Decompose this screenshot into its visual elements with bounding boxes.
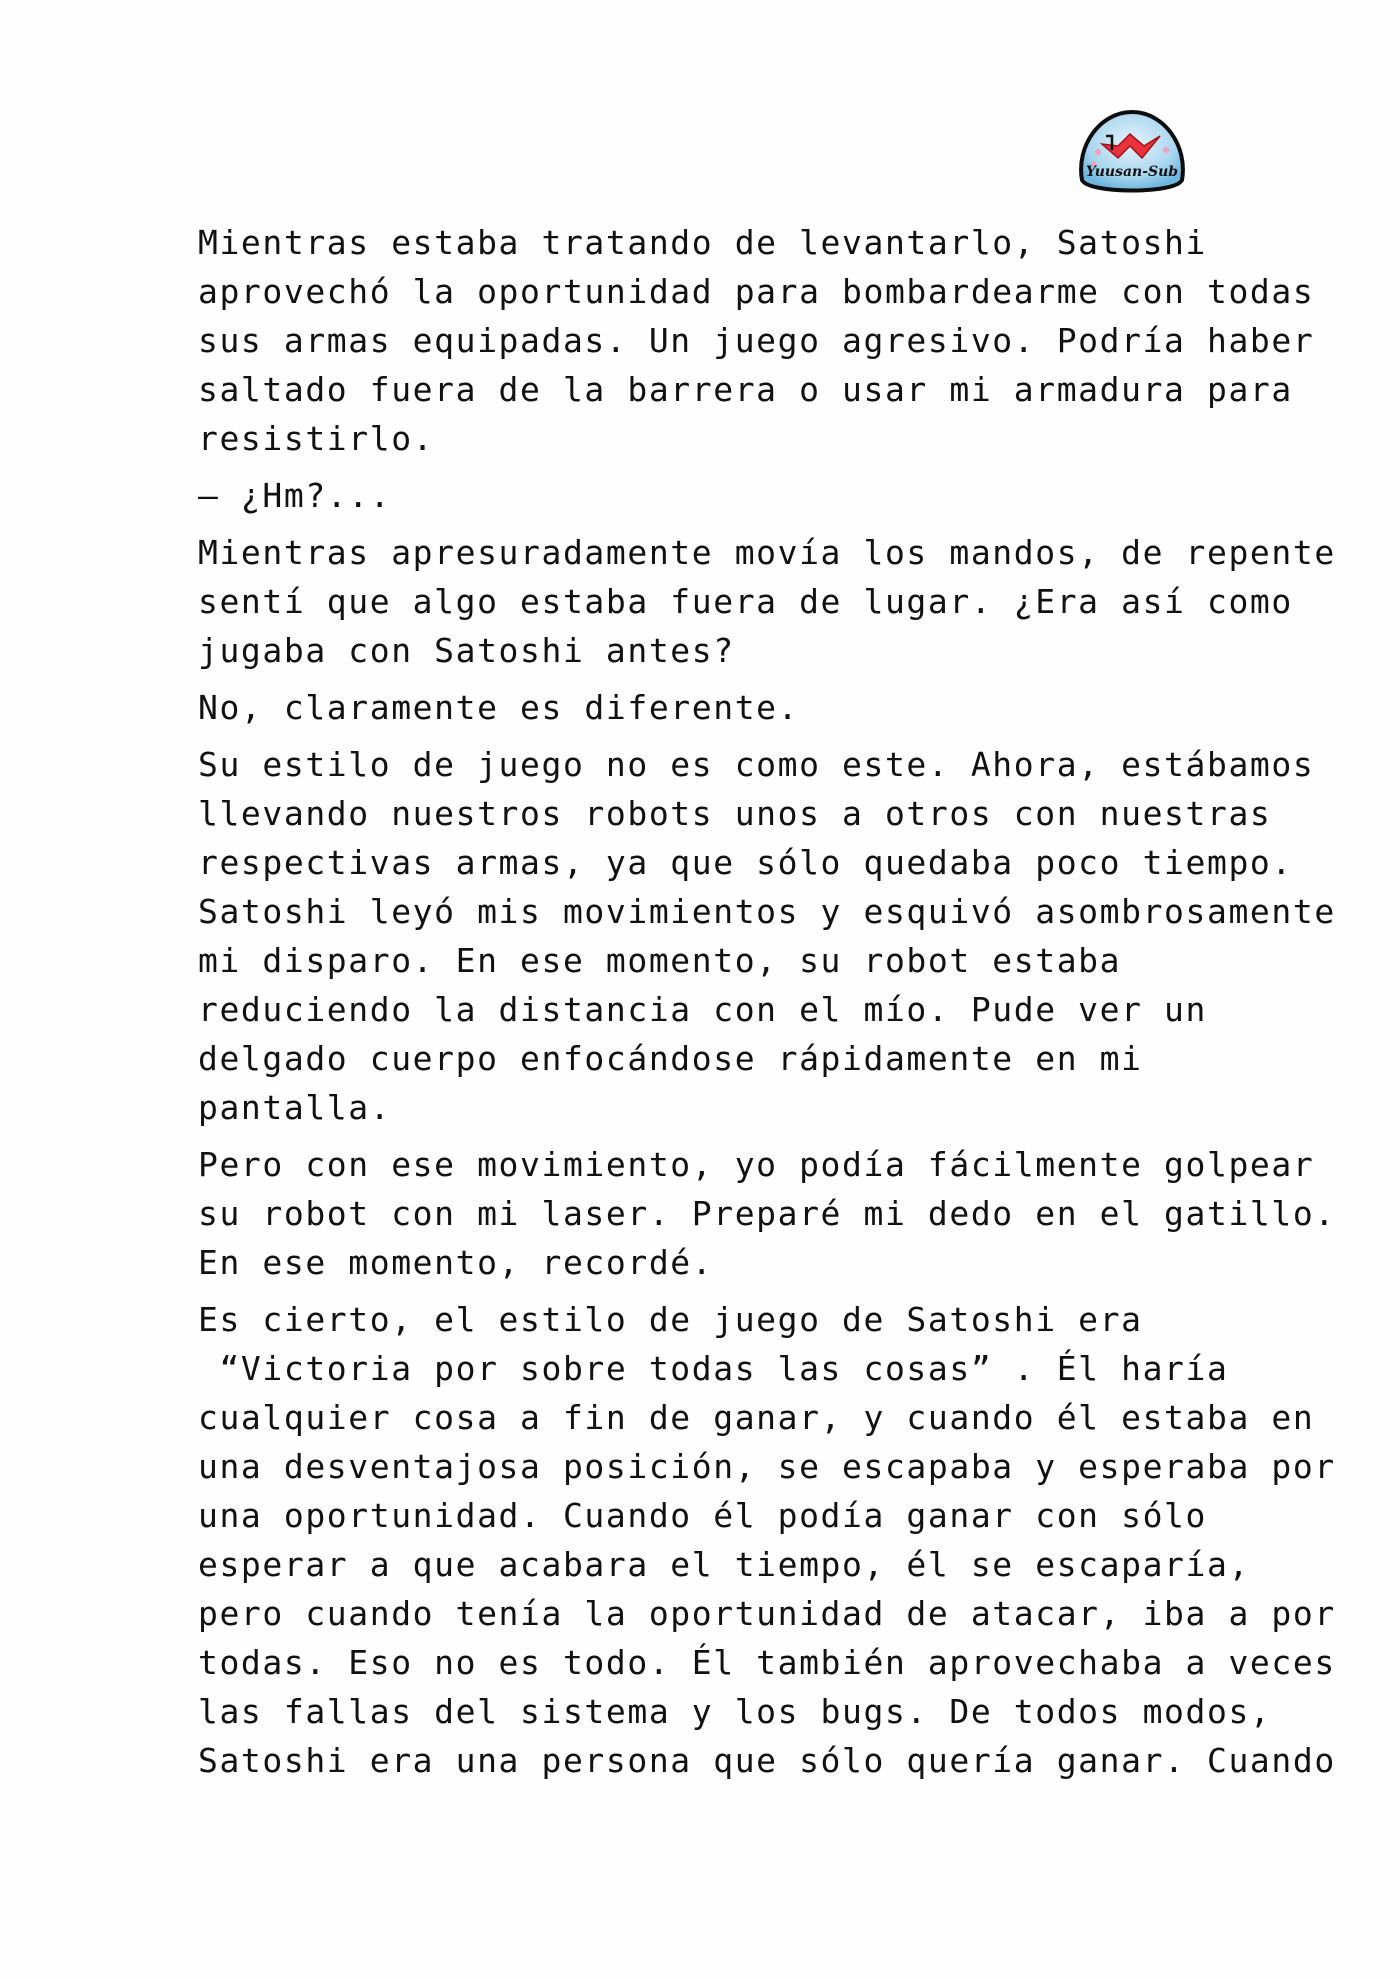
text-line: todas. Eso no es todo. Él también aprovechaba a veces: [198, 1643, 1336, 1682]
text-line: una oportunidad. Cuando él podía ganar con sólo: [198, 1496, 1207, 1535]
text-line: Su estilo de juego no es como este. Ahora, estábamos: [198, 745, 1315, 784]
text-line: Es cierto, el estilo de juego de Satoshi era: [198, 1300, 1143, 1339]
text-line: Mientras apresuradamente movía los mandos, de repente: [198, 533, 1336, 572]
text-line: Pero con ese movimiento, yo podía fácilmente golpear: [198, 1145, 1315, 1184]
paragraph: [198, 740, 1336, 1132]
text-line: Mientras estaba tratando de levantarlo, Satoshi: [198, 223, 1207, 262]
text-line: cualquier cosa a fin de ganar, y cuando él estaba en: [198, 1398, 1315, 1437]
paragraph: [198, 683, 1208, 732]
text-line: reduciendo la distancia con el mío. Pude ver un: [198, 990, 1207, 1029]
chapter-text: [198, 218, 1336, 1793]
paragraph: [198, 218, 1315, 463]
text-line: sentí que algo estaba fuera de lugar. ¿Era así como: [198, 582, 1293, 621]
text-line: llevando nuestros robots unos a otros con nuestras: [198, 794, 1272, 833]
text-line: Satoshi era una persona que sólo quería ganar. Cuando: [198, 1741, 1336, 1780]
text-line: su robot con mi laser. Preparé mi dedo en el gatillo.: [198, 1194, 1336, 1233]
yuusan-sub-logo: [1072, 106, 1192, 198]
paragraph: [198, 528, 1336, 675]
text-line: sus armas equipadas. Un juego agresivo. Podría haber: [198, 321, 1315, 360]
text-line: mi disparo. En ese momento, su robot estaba: [198, 941, 1122, 980]
paragraph: [198, 1140, 1336, 1287]
text-line: resistirlo.: [198, 419, 435, 458]
text-line: una desventajosa posición, se escapaba y esperaba por: [198, 1447, 1336, 1486]
text-line: En ese momento, recordé.: [198, 1243, 714, 1282]
text-line: pero cuando tenía la oportunidad de atacar, iba a por: [198, 1594, 1336, 1633]
text-line: delgado cuerpo enfocándose rápidamente en mi: [198, 1039, 1143, 1078]
text-line: esperar a que acabara el tiempo, él se escaparía,: [198, 1545, 1250, 1584]
text-line: respectivas armas, ya que sólo quedaba poco tiempo.: [198, 843, 1293, 882]
logo-text: Yuusan-Sub: [1085, 164, 1179, 180]
text-line: las fallas del sistema y los bugs. De todos modos,: [198, 1692, 1272, 1731]
logo-badge-icon: [1072, 106, 1192, 198]
paragraph: [198, 471, 1208, 520]
text-line: Satoshi leyó mis movimientos y esquivó asombrosamente: [198, 892, 1336, 931]
text-line: “Victoria por sobre todas las cosas” . Él haría: [198, 1349, 1229, 1388]
text-line: No, claramente es diferente.: [198, 688, 800, 727]
text-line: saltado fuera de la barrera o usar mi armadura para: [198, 370, 1293, 409]
text-line: aprovechó la oportunidad para bombardearme con todas: [198, 272, 1315, 311]
paragraph: [198, 1295, 1336, 1785]
text-line: pantalla.: [198, 1088, 392, 1127]
text-line: jugaba con Satoshi antes?: [198, 631, 735, 670]
text-line: – ¿Hm?...: [198, 476, 392, 515]
